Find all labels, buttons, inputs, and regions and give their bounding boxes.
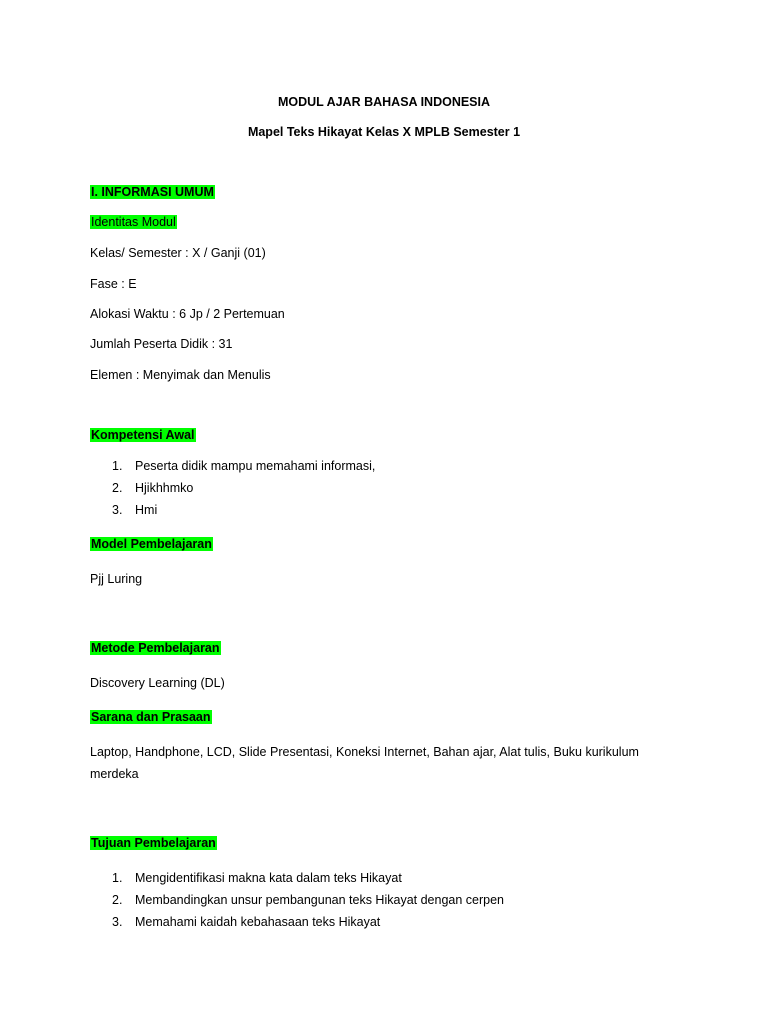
list-item: Memahami kaidah kebahasaan teks Hikayat bbox=[135, 915, 381, 929]
highlighted-heading: I. INFORMASI UMUM bbox=[91, 185, 214, 199]
field-alokasi-waktu: Alokasi Waktu : 6 Jp / 2 Pertemuan bbox=[90, 307, 285, 321]
highlighted-heading: Model Pembelajaran bbox=[91, 537, 212, 551]
list-item-number: 2. bbox=[112, 893, 123, 907]
document-title: MODUL AJAR BAHASA INDONESIA bbox=[277, 95, 491, 109]
highlighted-heading: Tujuan Pembelajaran bbox=[91, 836, 216, 850]
highlighted-heading: Kompetensi Awal bbox=[91, 428, 195, 442]
list-item-number: 1. bbox=[112, 459, 123, 473]
subheading-identitas-modul bbox=[90, 214, 177, 230]
list-item-number: 3. bbox=[112, 915, 123, 929]
section-heading-sarana-prasaan bbox=[90, 709, 212, 725]
list-item-number: 2. bbox=[112, 481, 123, 495]
list-item: Membandingkan unsur pembangunan teks Hikayat dengan cerpen bbox=[135, 893, 504, 907]
list-item: Peserta didik mampu memahami informasi, bbox=[135, 459, 376, 473]
list-item: Mengidentifikasi makna kata dalam teks Hikayat bbox=[135, 871, 402, 885]
section-heading-tujuan-pembelajaran bbox=[90, 835, 217, 851]
section-heading-kompetensi-awal bbox=[90, 427, 196, 443]
highlighted-subheading: Identitas Modul bbox=[91, 215, 176, 229]
section-heading-informasi-umum bbox=[90, 184, 215, 200]
model-pembelajaran-text: Pjj Luring bbox=[90, 572, 143, 586]
field-fase: Fase : E bbox=[90, 277, 137, 291]
metode-pembelajaran-text: Discovery Learning (DL) bbox=[90, 676, 225, 690]
section-heading-model-pembelajaran bbox=[90, 536, 213, 552]
list-item-number: 3. bbox=[112, 503, 123, 517]
section-heading-metode-pembelajaran bbox=[90, 640, 221, 656]
list-item-number: 1. bbox=[112, 871, 123, 885]
field-jumlah-peserta: Jumlah Peserta Didik : 31 bbox=[90, 337, 233, 351]
sarana-text-line-2: merdeka bbox=[90, 767, 139, 781]
document-subtitle: Mapel Teks Hikayat Kelas X MPLB Semester 1 bbox=[247, 125, 521, 139]
highlighted-heading: Metode Pembelajaran bbox=[91, 641, 220, 655]
highlighted-heading: Sarana dan Prasaan bbox=[91, 710, 211, 724]
list-item: Hjikhhmko bbox=[135, 481, 194, 495]
field-elemen: Elemen : Menyimak dan Menulis bbox=[90, 368, 271, 382]
list-item: Hmi bbox=[135, 503, 158, 517]
field-kelas-semester: Kelas/ Semester : X / Ganji (01) bbox=[90, 246, 266, 260]
sarana-text-line-1: Laptop, Handphone, LCD, Slide Presentasi, Koneksi Internet, Bahan ajar, Alat tulis, Buku kurikulum bbox=[90, 745, 639, 759]
